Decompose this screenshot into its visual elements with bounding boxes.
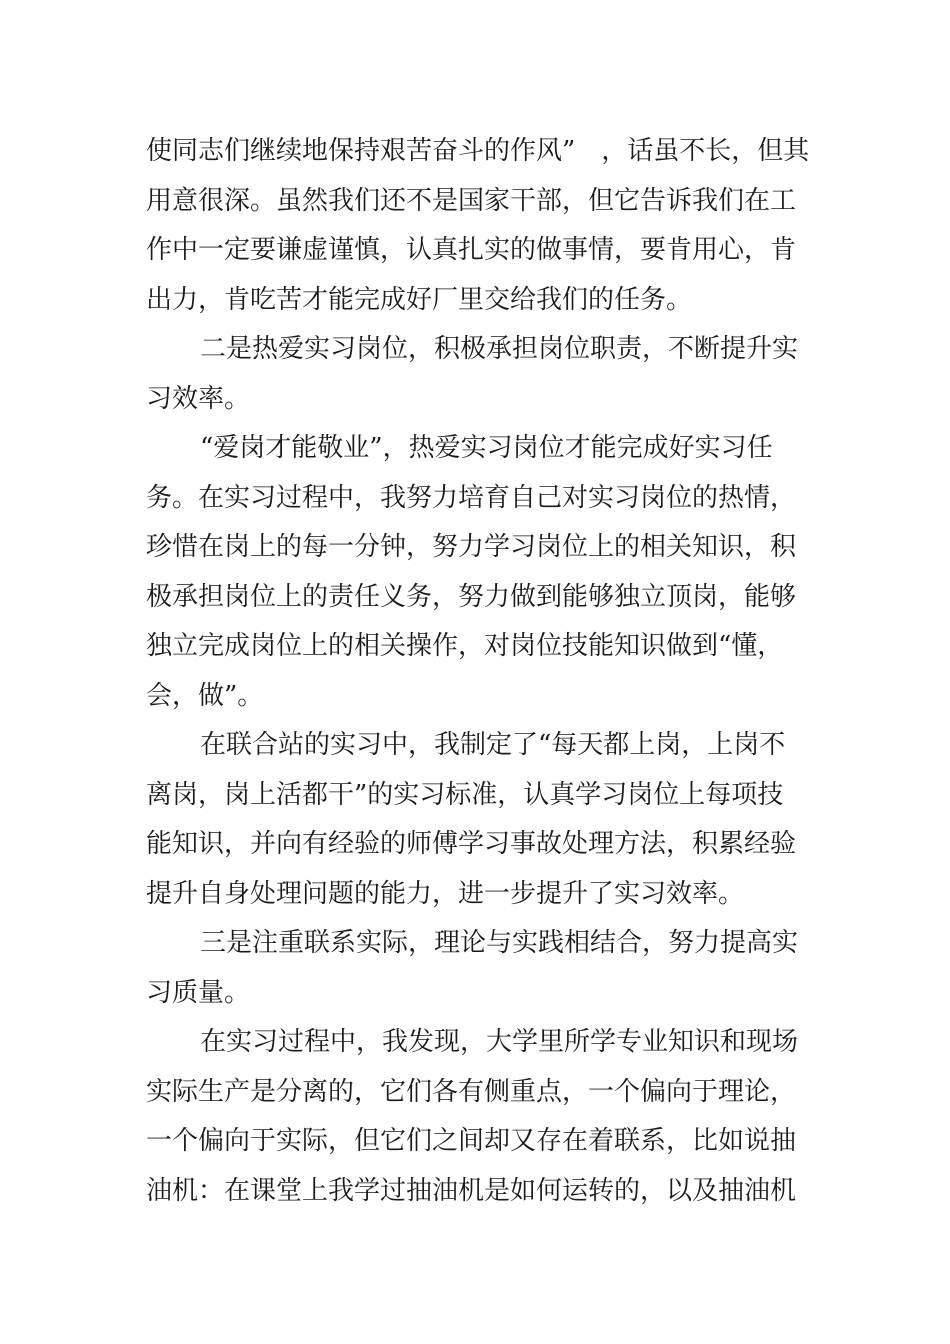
text-line: “爱岗才能敬业”，热爱实习岗位才能完成好实习任 bbox=[200, 433, 773, 463]
text-line: 会，做”。 bbox=[146, 680, 264, 711]
text-line: 在联合站的实习中，我制定了“每天都上岗，上岗不 bbox=[200, 730, 786, 760]
text-line: 独立完成岗位上的相关操作，对岗位技能知识做到“懂， bbox=[146, 631, 784, 661]
text-line: 作中一定要谦虚谨慎，认真扎实的做事情，要肯用心，肯 bbox=[146, 235, 797, 265]
text-line: 提升自身处理问题的能力，进一步提升了实习效率。 bbox=[146, 878, 745, 909]
text-line: 出力，肯吃苦才能完成好厂里交给我们的任务。 bbox=[146, 284, 693, 315]
text-line: 实际生产是分离的，它们各有侧重点，一个偏向于理论， bbox=[146, 1076, 797, 1107]
section-heading-line: 习效率。 bbox=[146, 383, 251, 414]
text-line: 务。在实习过程中，我努力培育自己对实习岗位的热情， bbox=[146, 482, 797, 513]
section-heading-line: 二是热爱实习岗位，积极承担岗位职责，不断提升实 bbox=[200, 334, 799, 364]
section-heading-line: 三是注重联系实际，理论与实践相结合，努力提高实 bbox=[200, 928, 799, 958]
text-line: 油机：在课堂上我学过抽油机是如何运转的，以及抽油机 bbox=[146, 1175, 797, 1206]
section-heading-line: 习质量。 bbox=[146, 977, 251, 1008]
text-line: 能知识，并向有经验的师傅学习事故处理方法，积累经验 bbox=[146, 829, 797, 859]
text-line: 用意很深。虽然我们还不是国家干部，但它告诉我们在工 bbox=[146, 185, 797, 216]
text-line: 离岗，岗上活都干”的实习标准，认真学习岗位上每项技 bbox=[146, 779, 784, 810]
text-line: 使同志们继续地保持艰苦奋斗的作风” ，话虽不长，但其 bbox=[146, 136, 810, 166]
document-body bbox=[146, 127, 810, 1216]
text-line: 极承担岗位上的责任义务，努力做到能够独立顶岗，能够 bbox=[146, 581, 797, 612]
text-line: 珍惜在岗上的每一分钟，努力学习岗位上的相关知识，积 bbox=[146, 532, 797, 562]
text-line: 在实习过程中，我发现，大学里所学专业知识和现场 bbox=[200, 1027, 799, 1057]
text-line: 一个偏向于实际，但它们之间却又存在着联系，比如说抽 bbox=[146, 1126, 797, 1156]
